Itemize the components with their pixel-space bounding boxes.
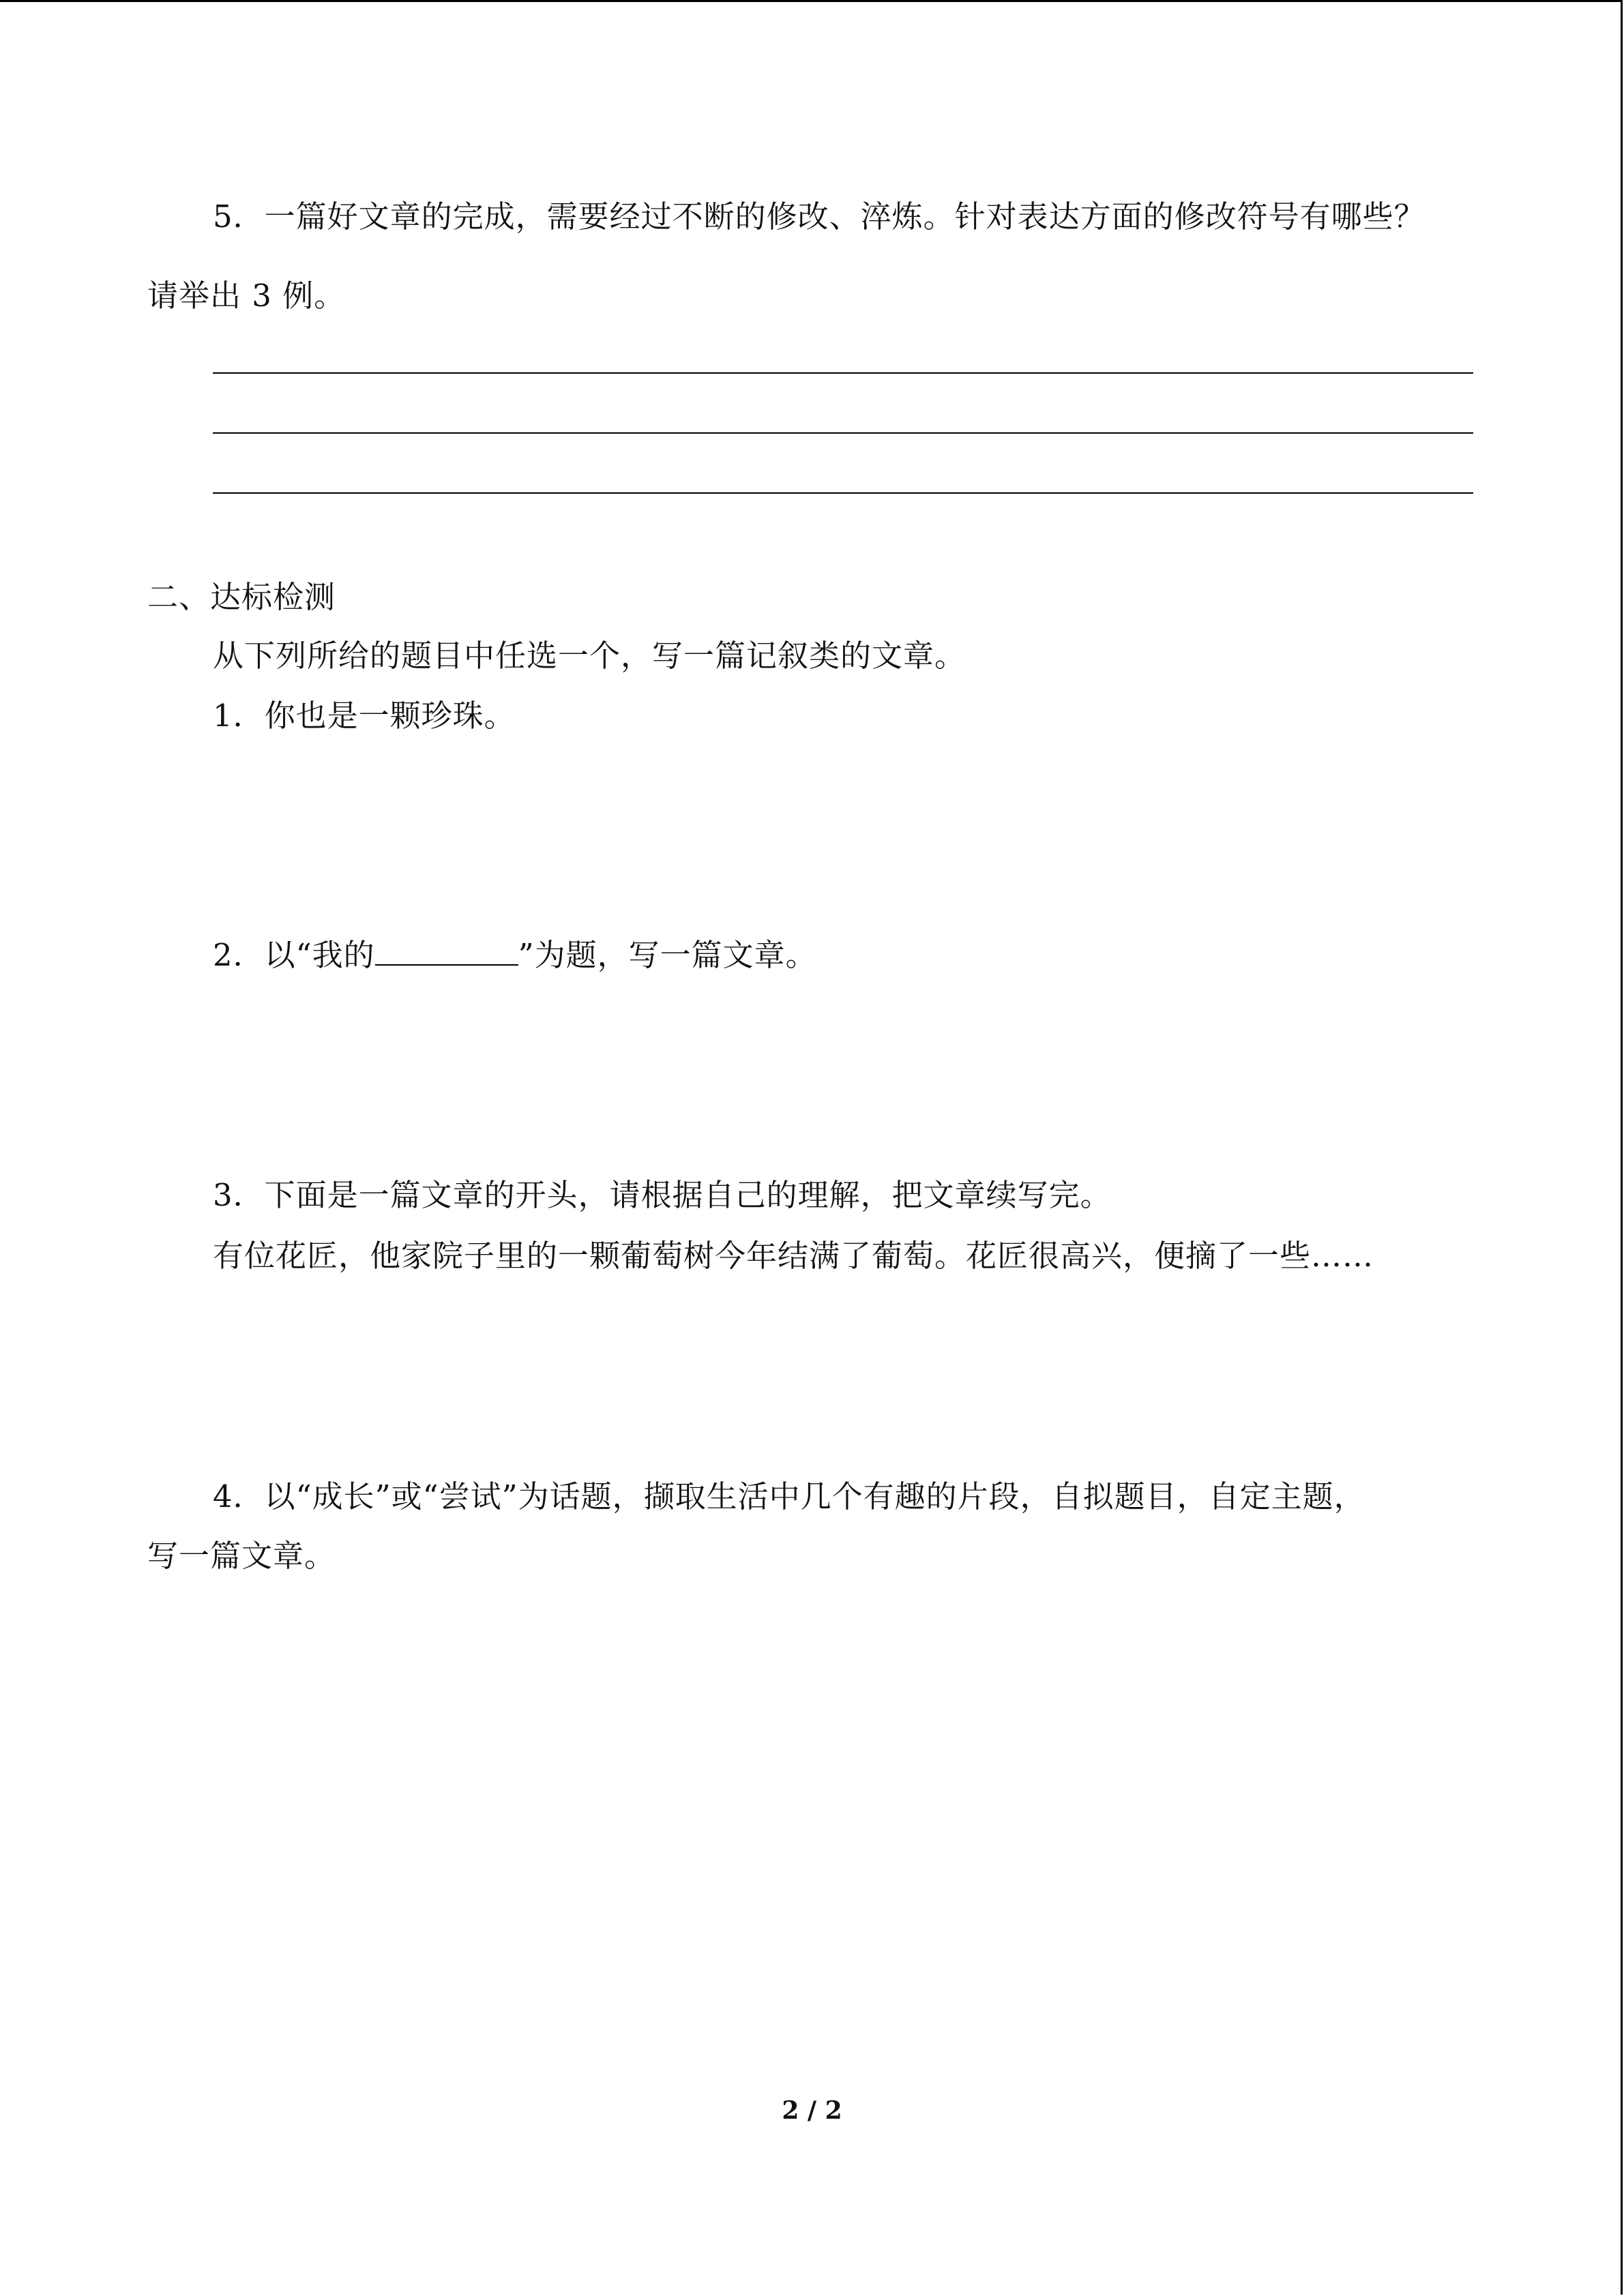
answer-line-2[interactable] bbox=[213, 432, 1473, 434]
topic-2-prefix: 2．以“我的 bbox=[213, 937, 375, 973]
topic-4-line-2: 写一篇文章。 bbox=[147, 1538, 336, 1574]
page-number: 2 / 2 bbox=[782, 2096, 842, 2125]
topic-1: 1．你也是一颗珍珠。 bbox=[213, 698, 516, 734]
topic-2-suffix: ”为题，写一篇文章。 bbox=[518, 937, 817, 973]
topic-4-line-1: 4．以“成长”或“尝试”为话题，撷取生活中几个有趣的片段，自拟题目，自定主题， bbox=[213, 1478, 1365, 1515]
answer-line-3[interactable] bbox=[213, 492, 1473, 494]
topic-3-opening: 有位花匠，他家院子里的一颗葡萄树今年结满了葡萄。花匠很高兴，便摘了一些…… bbox=[213, 1238, 1374, 1274]
topic-2 bbox=[213, 934, 817, 976]
question-5-line-1: 5．一篇好文章的完成，需要经过不断的修改、淬炼。针对表达方面的修改符号有哪些？ bbox=[213, 198, 1426, 235]
topic-2-blank[interactable] bbox=[375, 934, 518, 966]
topic-3: 3．下面是一篇文章的开头，请根据自己的理解，把文章续写完。 bbox=[213, 1177, 1112, 1213]
section-intro: 从下列所给的题目中任选一个，写一篇记叙类的文章。 bbox=[213, 638, 966, 674]
question-5-line-2: 请举出 3 例。 bbox=[147, 278, 346, 314]
section-heading: 二、达标检测 bbox=[147, 579, 336, 615]
answer-line-1[interactable] bbox=[213, 372, 1473, 374]
